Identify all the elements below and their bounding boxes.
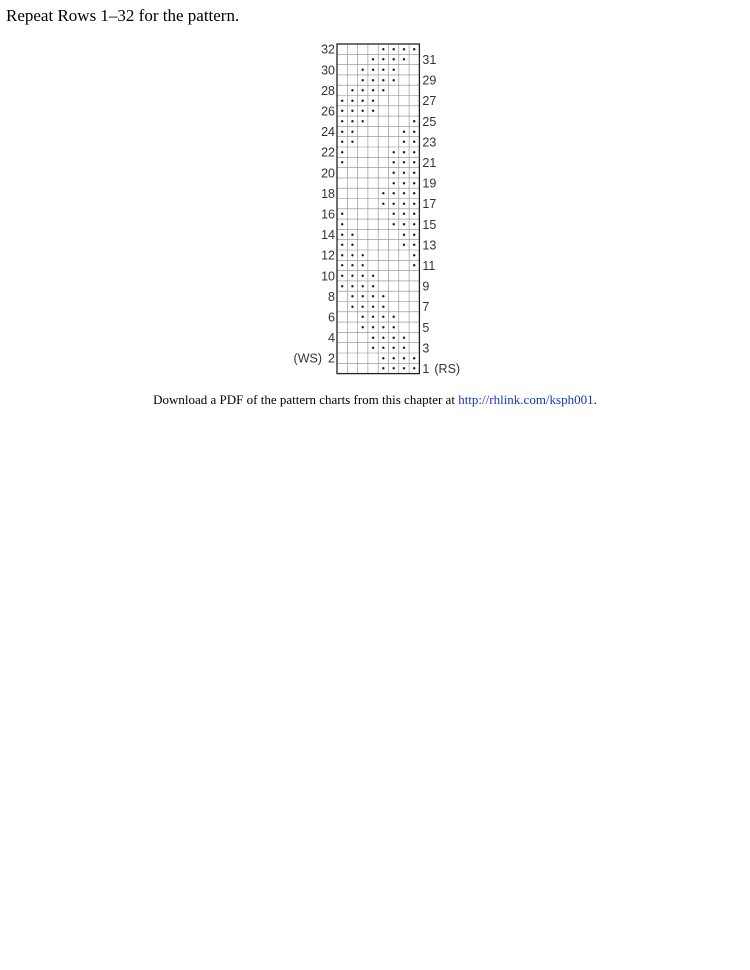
row-label-left: 22 bbox=[321, 145, 335, 160]
row-label-left: 14 bbox=[321, 228, 335, 243]
row-label-right: 13 bbox=[422, 238, 437, 253]
purl-dot: • bbox=[371, 64, 375, 75]
purl-dot: • bbox=[412, 240, 416, 251]
purl-dot: • bbox=[381, 322, 385, 333]
purl-dot: • bbox=[361, 322, 365, 333]
purl-dot: • bbox=[350, 291, 355, 302]
purl-dot: • bbox=[350, 250, 355, 261]
purl-dot: • bbox=[392, 157, 396, 168]
rs-label: (RS) bbox=[434, 361, 460, 376]
purl-dot: • bbox=[371, 301, 375, 312]
purl-dot: • bbox=[392, 54, 396, 65]
row-label-right: 9 bbox=[422, 279, 430, 294]
purl-dot: • bbox=[381, 363, 385, 374]
purl-dot: • bbox=[381, 343, 385, 354]
purl-dot: • bbox=[392, 312, 396, 323]
purl-dot: • bbox=[371, 291, 375, 302]
row-label-left: 30 bbox=[321, 63, 335, 78]
purl-dot: • bbox=[340, 281, 344, 292]
purl-dot: • bbox=[412, 198, 416, 209]
purl-dot: • bbox=[412, 167, 416, 178]
purl-dot: • bbox=[361, 106, 365, 117]
row-label-left: 18 bbox=[321, 186, 335, 201]
purl-dot: • bbox=[402, 147, 406, 158]
purl-dot: • bbox=[350, 240, 355, 251]
purl-dot: • bbox=[361, 95, 365, 106]
purl-dot: • bbox=[371, 312, 375, 323]
purl-dot: • bbox=[402, 44, 406, 55]
caption-text: Download a PDF of the pattern charts from this chapter at bbox=[153, 392, 459, 407]
purl-dot: • bbox=[392, 198, 396, 209]
purl-dot: • bbox=[412, 250, 416, 261]
purl-dot: • bbox=[392, 219, 396, 230]
purl-dot: • bbox=[340, 106, 344, 117]
purl-dot: • bbox=[361, 85, 365, 96]
row-label-right: 23 bbox=[422, 135, 437, 150]
purl-dot: • bbox=[392, 353, 396, 364]
purl-dot: • bbox=[392, 147, 396, 158]
purl-dot: • bbox=[350, 95, 355, 106]
purl-dot: • bbox=[371, 106, 375, 117]
purl-dot: • bbox=[350, 126, 355, 137]
row-label-right: 21 bbox=[422, 155, 437, 170]
purl-dot: • bbox=[412, 126, 416, 137]
purl-dot: • bbox=[392, 209, 396, 220]
purl-dot: • bbox=[361, 312, 365, 323]
purl-dot: • bbox=[340, 250, 344, 261]
purl-dot: • bbox=[381, 54, 385, 65]
purl-dot: • bbox=[402, 240, 406, 251]
purl-dot: • bbox=[371, 54, 375, 65]
purl-dot: • bbox=[402, 188, 406, 199]
pattern-chart bbox=[290, 40, 460, 380]
purl-dot: • bbox=[412, 116, 416, 127]
purl-dot: • bbox=[381, 301, 385, 312]
purl-dot: • bbox=[402, 54, 406, 65]
purl-dot: • bbox=[412, 188, 416, 199]
purl-dot: • bbox=[361, 116, 365, 127]
purl-dot: • bbox=[340, 270, 344, 281]
purl-dot: • bbox=[402, 126, 406, 137]
purl-dot: • bbox=[402, 353, 406, 364]
purl-dot: • bbox=[402, 198, 406, 209]
row-label-left: 10 bbox=[321, 269, 335, 284]
row-label-left: 8 bbox=[328, 289, 335, 304]
purl-dot: • bbox=[381, 75, 385, 86]
row-label-right: 11 bbox=[422, 258, 436, 273]
purl-dot: • bbox=[412, 157, 416, 168]
purl-dot: • bbox=[350, 229, 355, 240]
row-label-right: 17 bbox=[422, 197, 437, 212]
purl-dot: • bbox=[371, 75, 375, 86]
purl-dot: • bbox=[361, 260, 365, 271]
purl-dot: • bbox=[340, 260, 344, 271]
purl-dot: • bbox=[381, 198, 385, 209]
purl-dot: • bbox=[412, 137, 416, 148]
row-label-right: 29 bbox=[422, 73, 437, 88]
purl-dot: • bbox=[402, 178, 406, 189]
purl-dot: • bbox=[350, 260, 355, 271]
purl-dot: • bbox=[361, 75, 365, 86]
row-label-right: 25 bbox=[422, 114, 437, 129]
purl-dot: • bbox=[371, 281, 375, 292]
purl-dot: • bbox=[361, 250, 365, 261]
purl-dot: • bbox=[371, 343, 375, 354]
purl-dot: • bbox=[412, 363, 416, 374]
purl-dot: • bbox=[392, 75, 396, 86]
purl-dot: • bbox=[361, 301, 365, 312]
purl-dot: • bbox=[340, 229, 344, 240]
row-label-left: 6 bbox=[328, 310, 335, 325]
row-label-right: 27 bbox=[422, 94, 437, 109]
purl-dot: • bbox=[350, 106, 355, 117]
purl-dot: • bbox=[392, 167, 396, 178]
row-label-left: 2 bbox=[328, 351, 335, 366]
row-label-left: 20 bbox=[321, 166, 335, 181]
purl-dot: • bbox=[381, 64, 385, 75]
purl-dot: • bbox=[340, 126, 344, 137]
purl-dot: • bbox=[402, 343, 406, 354]
purl-dot: • bbox=[340, 95, 344, 106]
purl-dot: • bbox=[381, 44, 385, 55]
purl-dot: • bbox=[340, 157, 344, 168]
purl-dot: • bbox=[392, 363, 396, 374]
purl-dot: • bbox=[371, 332, 375, 343]
purl-dot: • bbox=[412, 209, 416, 220]
purl-dot: • bbox=[392, 332, 396, 343]
purl-dot: • bbox=[340, 116, 344, 127]
purl-dot: • bbox=[402, 229, 406, 240]
chart-svg bbox=[290, 40, 460, 380]
purl-dot: • bbox=[361, 64, 365, 75]
row-label-left: 16 bbox=[321, 207, 335, 222]
ws-label: (WS) bbox=[293, 351, 322, 366]
purl-dot: • bbox=[402, 167, 406, 178]
purl-dot: • bbox=[361, 281, 365, 292]
purl-dot: • bbox=[350, 270, 355, 281]
purl-dot: • bbox=[392, 64, 396, 75]
purl-dot: • bbox=[402, 332, 406, 343]
purl-dot: • bbox=[402, 209, 406, 220]
purl-dot: • bbox=[340, 209, 344, 220]
purl-dot: • bbox=[350, 137, 355, 148]
purl-dot: • bbox=[371, 85, 375, 96]
row-label-right: 7 bbox=[422, 300, 430, 315]
row-label-right: 15 bbox=[422, 217, 437, 232]
purl-dot: • bbox=[412, 260, 416, 271]
purl-dot: • bbox=[340, 137, 344, 148]
purl-dot: • bbox=[402, 363, 406, 374]
purl-dot: • bbox=[381, 85, 385, 96]
purl-dot: • bbox=[350, 281, 355, 292]
purl-dot: • bbox=[402, 137, 406, 148]
row-label-left: 32 bbox=[321, 42, 335, 57]
purl-dot: • bbox=[392, 44, 396, 55]
row-label-left: 26 bbox=[321, 104, 335, 119]
pattern-pdf-link[interactable]: http://rhlink.com/ksph001 bbox=[458, 392, 594, 407]
purl-dot: • bbox=[381, 188, 385, 199]
purl-dot: • bbox=[340, 147, 344, 158]
purl-dot: • bbox=[350, 116, 355, 127]
purl-dot: • bbox=[402, 157, 406, 168]
row-label-right: 5 bbox=[422, 320, 430, 335]
caption bbox=[0, 391, 750, 409]
row-label-right: 31 bbox=[422, 52, 437, 67]
purl-dot: • bbox=[412, 44, 416, 55]
purl-dot: • bbox=[412, 178, 416, 189]
purl-dot: • bbox=[361, 291, 365, 302]
purl-dot: • bbox=[381, 291, 385, 302]
purl-dot: • bbox=[371, 270, 375, 281]
purl-dot: • bbox=[381, 332, 385, 343]
purl-dot: • bbox=[392, 178, 396, 189]
purl-dot: • bbox=[392, 322, 396, 333]
purl-dot: • bbox=[350, 85, 355, 96]
row-label-left: 24 bbox=[321, 125, 335, 140]
row-label-left: 28 bbox=[321, 83, 335, 98]
row-label-left: 4 bbox=[328, 331, 335, 346]
purl-dot: • bbox=[350, 301, 355, 312]
purl-dot: • bbox=[371, 95, 375, 106]
purl-dot: • bbox=[412, 219, 416, 230]
purl-dot: • bbox=[381, 312, 385, 323]
purl-dot: • bbox=[392, 188, 396, 199]
row-label-right: 1 bbox=[422, 361, 430, 376]
purl-dot: • bbox=[361, 270, 365, 281]
purl-dot: • bbox=[402, 219, 406, 230]
row-label-right: 3 bbox=[422, 341, 430, 356]
caption-period: . bbox=[593, 392, 597, 407]
purl-dot: • bbox=[412, 353, 416, 364]
purl-dot: • bbox=[412, 229, 416, 240]
purl-dot: • bbox=[371, 322, 375, 333]
purl-dot: • bbox=[412, 147, 416, 158]
instruction-text: Repeat Rows 1–32 for the pattern. bbox=[6, 6, 240, 25]
purl-dot: • bbox=[381, 353, 385, 364]
row-label-right: 19 bbox=[422, 176, 437, 191]
purl-dot: • bbox=[340, 240, 344, 251]
purl-dot: • bbox=[392, 343, 396, 354]
purl-dot: • bbox=[340, 219, 344, 230]
row-label-left: 12 bbox=[321, 248, 335, 263]
